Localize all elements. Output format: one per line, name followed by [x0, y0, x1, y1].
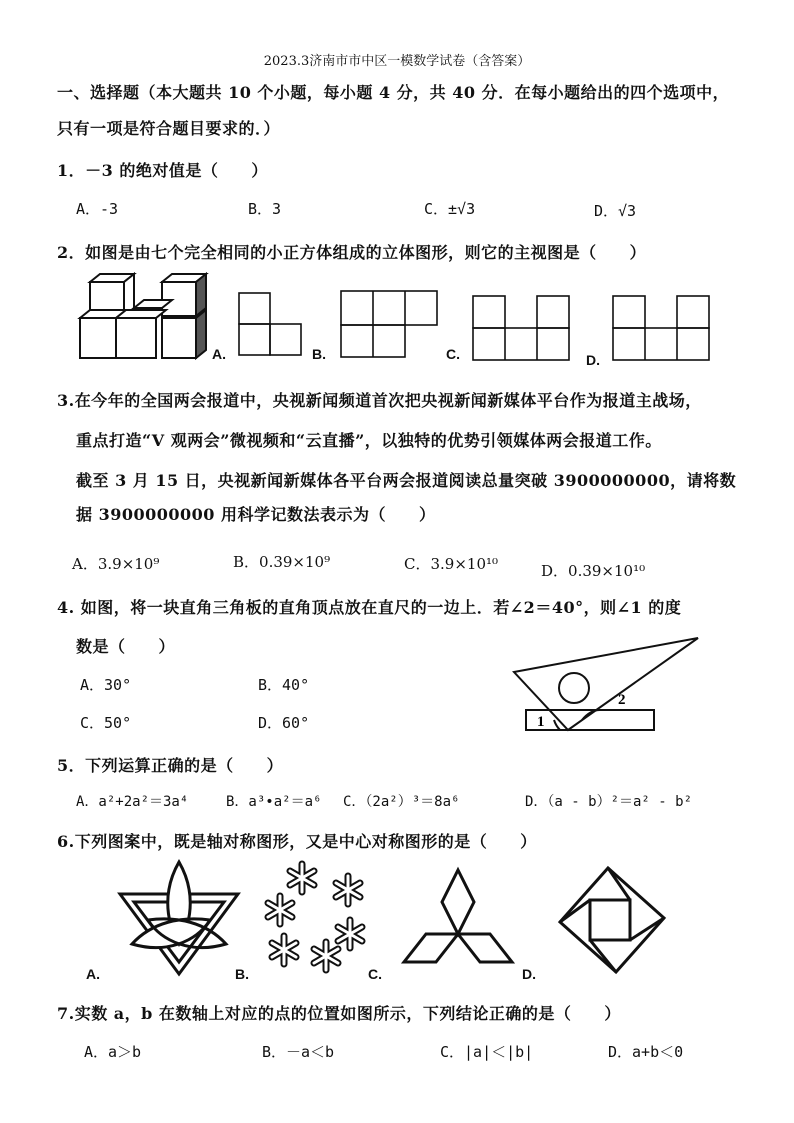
q3-option-d: D．0.39×10¹⁰: [541, 562, 646, 580]
q4-option-c: C．50°: [80, 714, 132, 732]
q2-option-c-figure: [472, 295, 572, 363]
page-title: 2023.3济南市市中区一模数学试卷（含答案）: [263, 54, 531, 69]
q2-option-b-label: B.: [312, 346, 326, 362]
q7-stem: 7.实数 a，b 在数轴上对应的点的位置如图所示，下列结论正确的是（ ）: [57, 1004, 621, 1023]
q6-option-d-figure: [556, 864, 668, 976]
q2-option-c-label: C.: [446, 346, 460, 362]
q6-option-a-label: A.: [86, 966, 100, 982]
q2-option-a-label: A.: [212, 346, 226, 362]
q3-line2: 重点打造“V 观两会”微视频和“云直播”，以独特的优势引领媒体两会报道工作。: [76, 431, 662, 450]
q1-stem: 1．－3 的绝对值是（ ）: [57, 161, 268, 180]
q4-option-b: B．40°: [258, 676, 310, 694]
q5-option-a: A．a²+2a²＝3a⁴: [76, 794, 189, 810]
q5-stem: 5．下列运算正确的是（ ）: [57, 756, 284, 775]
q2-option-d-label: D.: [586, 352, 600, 368]
q7-option-b: B．－a＜b: [262, 1043, 335, 1061]
q6-option-b-figure: [262, 860, 370, 972]
q1-option-b: B．3: [248, 200, 282, 218]
q7-option-d: D．a+b＜0: [608, 1043, 684, 1061]
q4-triangle-ruler-figure: [512, 634, 712, 738]
q3-line1: 3.在今年的全国两会报道中，央视新闻频道首次把央视新闻新媒体平台作为报道主战场，: [57, 391, 702, 410]
q7-option-a: A．a＞b: [84, 1043, 142, 1061]
q2-cube-figure: [76, 272, 216, 364]
q6-stem: 6.下列图案中，既是轴对称图形，又是中心对称图形的是（ ）: [57, 832, 537, 851]
q1-option-a: A．-3: [76, 200, 119, 218]
q6-option-b-label: B.: [235, 966, 249, 982]
q3-line4: 据 3900000000 用科学记数法表示为（ ）: [76, 505, 436, 524]
q1-option-c: C．±√3: [424, 200, 476, 218]
section-heading-line1: 一、选择题（本大题共 10 个小题，每小题 4 分，共 40 分．在每小题给出的四个选项中，: [57, 83, 730, 102]
section-heading-line2: 只有一项是符合题目要求的．）: [57, 119, 281, 138]
q5-option-b: B．a³•a²＝a⁶: [226, 794, 322, 810]
q6-option-c-figure: [396, 866, 520, 976]
q3-option-a: A．3.9×10⁹: [72, 555, 160, 573]
q2-option-b-figure: [340, 290, 440, 358]
q3-option-b: B．0.39×10⁹: [233, 553, 331, 571]
q6-option-a-figure: [112, 858, 246, 978]
q4-line2: 数是（ ）: [76, 637, 176, 656]
q4-option-a: A．30°: [80, 676, 132, 694]
q1-option-d: D．√3: [594, 202, 637, 220]
q4-angle-label-1: 1: [537, 714, 545, 730]
q6-option-c-label: C.: [368, 966, 382, 982]
q2-option-a-figure: [238, 292, 304, 358]
q7-option-c: C．|a|＜|b|: [440, 1043, 534, 1061]
q6-option-d-label: D.: [522, 966, 536, 982]
q4-line1: 4. 如图，将一块直角三角板的直角顶点放在直尺的一边上．若∠2＝40°，则∠1 的度: [57, 598, 682, 617]
q3-line3: 截至 3 月 15 日，央视新闻新媒体各平台两会报道阅读总量突破 3900000000，请将数: [76, 471, 737, 490]
q2-option-d-figure: [612, 295, 712, 363]
q5-option-c: C．（2a²）³＝8a⁶: [343, 794, 460, 810]
q3-option-c: C．3.9×10¹⁰: [404, 555, 499, 573]
q2-stem: 2．如图是由七个完全相同的小正方体组成的立体图形，则它的主视图是（ ）: [57, 243, 647, 262]
q5-option-d: D．（a - b）²＝a² - b²: [525, 794, 693, 810]
q4-option-d: D．60°: [258, 714, 310, 732]
q4-angle-label-2: 2: [618, 692, 626, 708]
